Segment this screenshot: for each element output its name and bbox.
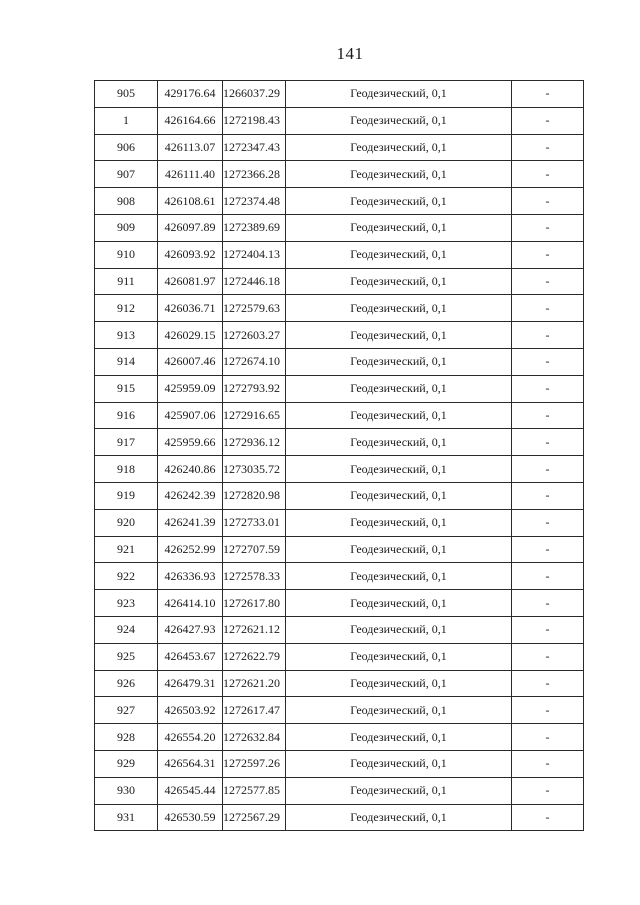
table-row [95, 241, 584, 268]
table-row [95, 616, 584, 643]
coordinate-y: 1272374.48 [223, 188, 286, 215]
coordinate-x: 426164.66 [158, 107, 223, 134]
table-row [95, 268, 584, 295]
coordinate-y: 1272579.63 [223, 295, 286, 322]
note-cell: - [512, 456, 584, 483]
table-row [95, 456, 584, 483]
note-cell: - [512, 482, 584, 509]
coordinate-x: 425959.09 [158, 375, 223, 402]
method-accuracy: Геодезический, 0,1 [286, 375, 512, 402]
coordinate-y: 1272617.47 [223, 697, 286, 724]
method-accuracy: Геодезический, 0,1 [286, 643, 512, 670]
note-cell: - [512, 590, 584, 617]
method-accuracy: Геодезический, 0,1 [286, 107, 512, 134]
method-accuracy: Геодезический, 0,1 [286, 161, 512, 188]
coordinate-y: 1272366.28 [223, 161, 286, 188]
table-row [95, 107, 584, 134]
point-number: 907 [95, 161, 158, 188]
note-cell: - [512, 375, 584, 402]
point-number: 927 [95, 697, 158, 724]
coordinate-x: 425959.66 [158, 429, 223, 456]
note-cell: - [512, 777, 584, 804]
note-cell: - [512, 563, 584, 590]
method-accuracy: Геодезический, 0,1 [286, 509, 512, 536]
point-number: 905 [95, 81, 158, 108]
table-row [95, 697, 584, 724]
method-accuracy: Геодезический, 0,1 [286, 670, 512, 697]
method-accuracy: Геодезический, 0,1 [286, 429, 512, 456]
coordinate-y: 1272622.79 [223, 643, 286, 670]
note-cell: - [512, 295, 584, 322]
note-cell: - [512, 750, 584, 777]
table-row [95, 482, 584, 509]
point-number: 916 [95, 402, 158, 429]
note-cell: - [512, 616, 584, 643]
coordinate-x: 426336.93 [158, 563, 223, 590]
method-accuracy: Геодезический, 0,1 [286, 804, 512, 831]
method-accuracy: Геодезический, 0,1 [286, 616, 512, 643]
table-row [95, 375, 584, 402]
method-accuracy: Геодезический, 0,1 [286, 402, 512, 429]
coordinate-x: 426093.92 [158, 241, 223, 268]
point-number: 929 [95, 750, 158, 777]
method-accuracy: Геодезический, 0,1 [286, 456, 512, 483]
coordinate-y: 1272707.59 [223, 536, 286, 563]
table-row [95, 777, 584, 804]
coordinate-x: 426545.44 [158, 777, 223, 804]
method-accuracy: Геодезический, 0,1 [286, 241, 512, 268]
method-accuracy: Геодезический, 0,1 [286, 724, 512, 751]
coordinate-x: 426252.99 [158, 536, 223, 563]
coordinate-y: 1272603.27 [223, 322, 286, 349]
coordinate-x: 426564.31 [158, 750, 223, 777]
coordinate-x: 426081.97 [158, 268, 223, 295]
table-row [95, 804, 584, 831]
note-cell: - [512, 724, 584, 751]
coordinate-x: 426036.71 [158, 295, 223, 322]
coordinate-y: 1272936.12 [223, 429, 286, 456]
table-row [95, 563, 584, 590]
point-number: 918 [95, 456, 158, 483]
point-number: 922 [95, 563, 158, 590]
method-accuracy: Геодезический, 0,1 [286, 295, 512, 322]
table-row [95, 188, 584, 215]
coordinate-x: 426241.39 [158, 509, 223, 536]
coordinate-y: 1272632.84 [223, 724, 286, 751]
method-accuracy: Геодезический, 0,1 [286, 563, 512, 590]
coordinates-table-body [95, 81, 584, 831]
method-accuracy: Геодезический, 0,1 [286, 268, 512, 295]
coordinate-x: 426503.92 [158, 697, 223, 724]
coordinate-y: 1272446.18 [223, 268, 286, 295]
point-number: 923 [95, 590, 158, 617]
point-number: 914 [95, 348, 158, 375]
point-number: 919 [95, 482, 158, 509]
note-cell: - [512, 670, 584, 697]
coordinate-y: 1272389.69 [223, 214, 286, 241]
point-number: 924 [95, 616, 158, 643]
note-cell: - [512, 509, 584, 536]
note-cell: - [512, 402, 584, 429]
table-row [95, 322, 584, 349]
point-number: 930 [95, 777, 158, 804]
point-number: 908 [95, 188, 158, 215]
note-cell: - [512, 214, 584, 241]
method-accuracy: Геодезический, 0,1 [286, 536, 512, 563]
coordinate-x: 426111.40 [158, 161, 223, 188]
note-cell: - [512, 107, 584, 134]
coordinate-x: 426242.39 [158, 482, 223, 509]
note-cell: - [512, 161, 584, 188]
point-number: 913 [95, 322, 158, 349]
coordinate-y: 1272621.12 [223, 616, 286, 643]
note-cell: - [512, 188, 584, 215]
table-row [95, 402, 584, 429]
coordinate-x: 426453.67 [158, 643, 223, 670]
note-cell: - [512, 268, 584, 295]
point-number: 928 [95, 724, 158, 751]
table-row [95, 134, 584, 161]
note-cell: - [512, 348, 584, 375]
coordinate-y: 1272733.01 [223, 509, 286, 536]
note-cell: - [512, 81, 584, 108]
table-row [95, 429, 584, 456]
table-row [95, 348, 584, 375]
coordinates-table [94, 80, 584, 831]
method-accuracy: Геодезический, 0,1 [286, 697, 512, 724]
note-cell: - [512, 322, 584, 349]
method-accuracy: Геодезический, 0,1 [286, 81, 512, 108]
point-number: 917 [95, 429, 158, 456]
point-number: 906 [95, 134, 158, 161]
coordinate-x: 426108.61 [158, 188, 223, 215]
table-row [95, 536, 584, 563]
coordinate-x: 426479.31 [158, 670, 223, 697]
coordinate-y: 1272578.33 [223, 563, 286, 590]
coordinate-y: 1272820.98 [223, 482, 286, 509]
table-row [95, 643, 584, 670]
method-accuracy: Геодезический, 0,1 [286, 482, 512, 509]
point-number: 926 [95, 670, 158, 697]
coordinate-y: 1272567.29 [223, 804, 286, 831]
coordinate-y: 1272793.92 [223, 375, 286, 402]
coordinate-y: 1272198.43 [223, 107, 286, 134]
table-row [95, 724, 584, 751]
table-row [95, 161, 584, 188]
coordinate-y: 1272674.10 [223, 348, 286, 375]
method-accuracy: Геодезический, 0,1 [286, 777, 512, 804]
coordinate-y: 1272577.85 [223, 777, 286, 804]
point-number: 910 [95, 241, 158, 268]
note-cell: - [512, 134, 584, 161]
note-cell: - [512, 804, 584, 831]
coordinate-y: 1272617.80 [223, 590, 286, 617]
point-number: 911 [95, 268, 158, 295]
note-cell: - [512, 536, 584, 563]
note-cell: - [512, 697, 584, 724]
table-row [95, 81, 584, 108]
point-number: 931 [95, 804, 158, 831]
point-number: 925 [95, 643, 158, 670]
table-row [95, 295, 584, 322]
method-accuracy: Геодезический, 0,1 [286, 750, 512, 777]
coordinate-x: 425907.06 [158, 402, 223, 429]
table-row [95, 750, 584, 777]
page-number: 141 [336, 44, 364, 63]
point-number: 915 [95, 375, 158, 402]
point-number: 1 [95, 107, 158, 134]
point-number: 912 [95, 295, 158, 322]
point-number: 920 [95, 509, 158, 536]
method-accuracy: Геодезический, 0,1 [286, 590, 512, 617]
point-number: 921 [95, 536, 158, 563]
note-cell: - [512, 241, 584, 268]
table-row [95, 509, 584, 536]
note-cell: - [512, 643, 584, 670]
method-accuracy: Геодезический, 0,1 [286, 322, 512, 349]
method-accuracy: Геодезический, 0,1 [286, 134, 512, 161]
coordinate-y: 1272916.65 [223, 402, 286, 429]
coordinate-x: 426007.46 [158, 348, 223, 375]
coordinate-y: 1272621.20 [223, 670, 286, 697]
coordinate-x: 426240.86 [158, 456, 223, 483]
coordinate-y: 1266037.29 [223, 81, 286, 108]
coordinate-x: 426414.10 [158, 590, 223, 617]
coordinate-x: 429176.64 [158, 81, 223, 108]
table-row [95, 214, 584, 241]
point-number: 909 [95, 214, 158, 241]
coordinate-x: 426029.15 [158, 322, 223, 349]
coordinate-x: 426427.93 [158, 616, 223, 643]
coordinate-x: 426554.20 [158, 724, 223, 751]
coordinate-y: 1272347.43 [223, 134, 286, 161]
coordinate-x: 426530.59 [158, 804, 223, 831]
method-accuracy: Геодезический, 0,1 [286, 348, 512, 375]
coordinate-y: 1273035.72 [223, 456, 286, 483]
method-accuracy: Геодезический, 0,1 [286, 214, 512, 241]
table-row [95, 670, 584, 697]
coordinate-x: 426113.07 [158, 134, 223, 161]
coordinate-x: 426097.89 [158, 214, 223, 241]
coordinate-y: 1272404.13 [223, 241, 286, 268]
table-row [95, 590, 584, 617]
coordinate-y: 1272597.26 [223, 750, 286, 777]
method-accuracy: Геодезический, 0,1 [286, 188, 512, 215]
note-cell: - [512, 429, 584, 456]
